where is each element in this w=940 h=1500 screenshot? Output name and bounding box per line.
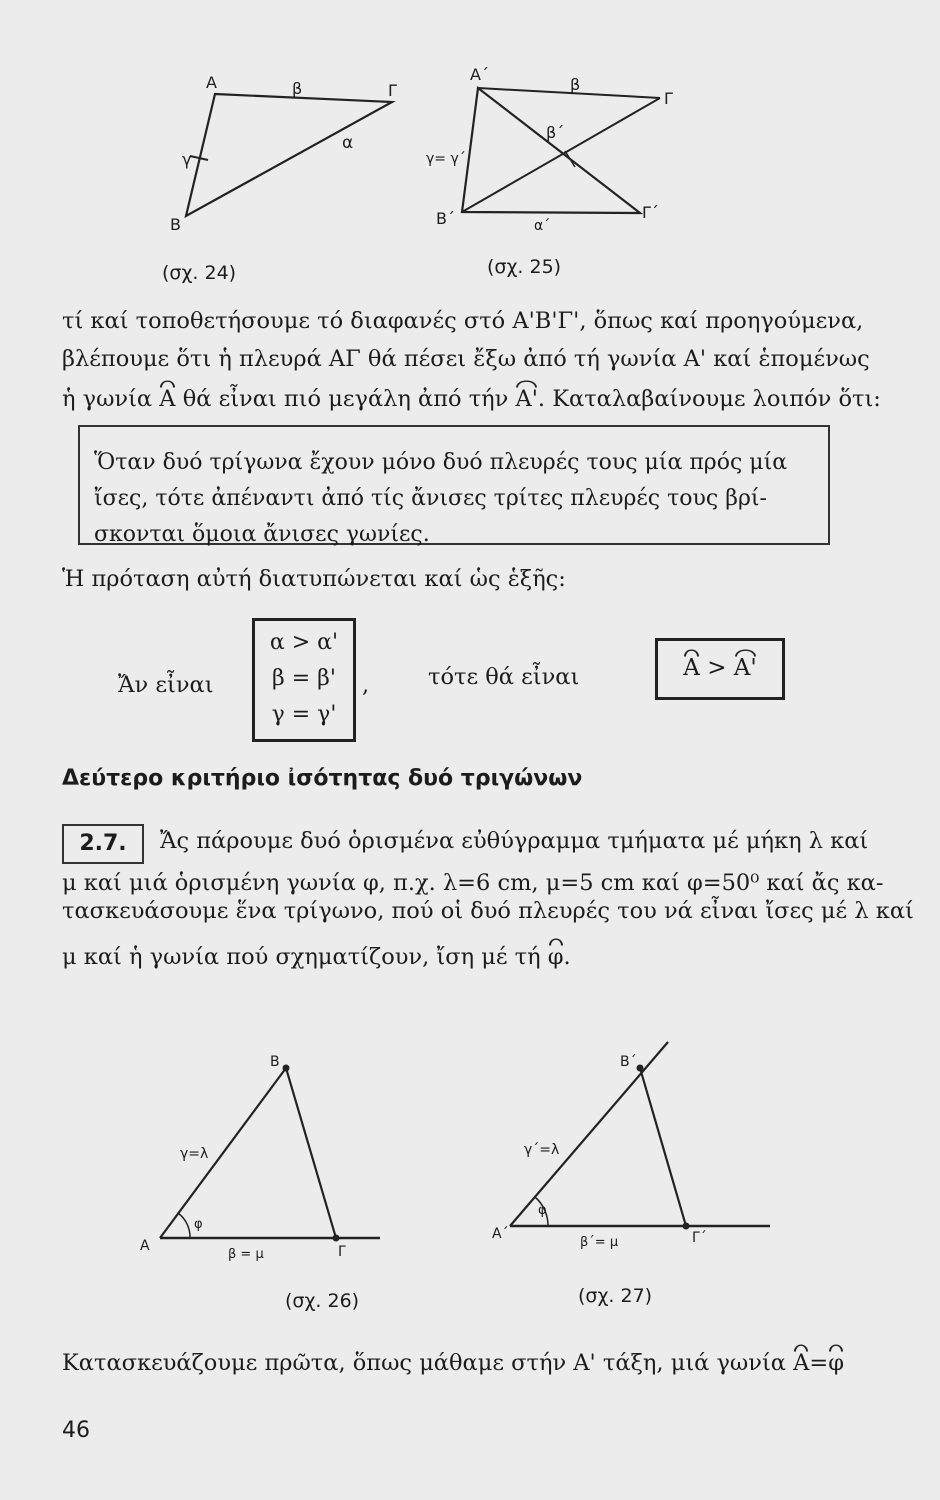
angle-A: Α [683,655,700,681]
theorem-line: ἴσες, τότε ἀπέναντι ἀπό τίς ἄνισες τρίτες πλευρές τους βρί- [94,486,767,511]
caption-fig27: (σχ. 27) [578,1285,653,1307]
text-fragment: ἡ γωνία [62,386,153,412]
label-B1: B´ [620,1054,637,1070]
label-gamma-lambda: γ=λ [180,1146,209,1162]
text-fragment: μ καί ἡ γωνία πού σχηματίζουν, ἴση μέ τή [62,944,541,970]
label-alpha1: α´ [534,218,551,234]
angle-phi: φ [547,944,564,970]
label-alpha: α [342,133,354,153]
side-ab [160,1068,286,1238]
label-phi: φ [194,1217,203,1232]
angle-phi: φ [828,1350,845,1376]
angle-A1: Α' [733,655,757,681]
label-gamma-lambda: γ´=λ [524,1142,560,1158]
formula-then-label: τότε θά εἶναι [428,664,580,690]
side-ag [478,88,660,98]
condition-1: α > α' [269,630,339,655]
operator: > [707,655,727,681]
point-G1 [683,1223,690,1230]
caption-fig24: (σχ. 24) [162,262,237,284]
caption-fig26: (σχ. 26) [285,1290,360,1312]
section-number: 2.7. [62,824,144,864]
paragraph-line: τί καί τοποθετήσουμε τό διαφανές στό Α'Β'Γ', ὅπως καί προηγούμενα, [62,308,864,334]
figure-27 [490,1040,780,1260]
label-beta: β [570,75,581,94]
condition-3: γ = γ' [271,702,337,727]
section-line: μ καί μιά ὁρισμένη γωνία φ, π.χ. λ=6 cm, μ=5 cm καί φ=50⁰ καί ἄς κα- [62,870,884,896]
angle-A: Α [793,1350,810,1376]
point-B [283,1065,290,1072]
section-line: τασκευάσουμε ἕνα τρίγωνο, πού οἱ δυό πλευρές του νά εἶναι ἴσες μέ λ καί [62,898,914,924]
triangle-abg [186,94,392,216]
text-fragment: Κατασκευάζουμε πρῶτα, ὅπως μάθαμε στήν Α' τάξη, μιά γωνία [62,1350,786,1376]
label-A1: A´ [492,1226,509,1242]
condition-2: β = β' [272,666,336,691]
text-fragment: . Καταλαβαίνουμε λοιπόν ὅτι: [537,386,881,412]
label-A: A [206,73,217,92]
side-bg [640,1068,686,1226]
theorem-line: σκονται ὅμοια ἄνισες γωνίες. [94,522,430,547]
point-G [333,1235,340,1242]
figure-25 [420,66,680,236]
tick-mark [565,151,575,167]
formulation-intro: Ἡ πρόταση αὐτή διατυπώνεται καί ὡς ἑξῆς: [62,566,566,592]
formula-if-label: Ἄν εἶναι [118,672,214,698]
text-fragment: θά εἶναι πιό μεγάλη ἀπό τήν [182,386,509,412]
label-gamma-eq: γ= γ´ [426,151,466,167]
label-beta-mu: β = μ [228,1247,264,1262]
caption-fig25: (σχ. 25) [487,256,562,278]
figure-24 [160,70,410,240]
label-gamma: γ [182,150,192,169]
label-beta-mu: β´= μ [580,1235,619,1250]
figure-26 [130,1050,420,1270]
label-G1: Γ´ [692,1230,707,1246]
label-G: Γ [388,81,397,100]
paragraph-line-angles [62,386,881,412]
conditions-box [252,618,356,742]
page-number: 46 [62,1418,90,1443]
paragraph-line: βλέπουμε ὅτι ἡ πλευρά ΑΓ θά πέσει ἔξω ἀπό τή γωνία Α' καί ἑπομένως [62,346,870,372]
label-phi: φ [538,1203,547,1218]
angle-A1: Α' [515,386,538,412]
section-heading: Δεύτερο κριτήριο ἰσότητας δυό τριγώνων [62,766,583,791]
theorem-line: Ὅταν δυό τρίγωνα ἔχουν μόνο δυό πλευρές τους μία πρός μία [94,450,788,475]
label-beta: β [292,79,303,98]
label-A1: A´ [470,65,489,84]
ray-side [510,1042,668,1226]
point-B1 [637,1065,644,1072]
theorem-box [78,425,830,545]
label-B: B [170,215,181,234]
equals: = [809,1350,829,1376]
final-line [62,1350,892,1376]
label-G: Γ [338,1244,346,1260]
conclusion-box [655,638,785,700]
label-beta1: β´ [546,123,565,142]
section-line [62,944,872,970]
formula-comma: , [362,672,370,698]
side-bg [286,1068,336,1238]
label-A: A [140,1238,150,1254]
section-line: Ἄς πάρουμε δυό ὁρισμένα εὐθύγραμμα τμήματα μέ μήκη λ καί [160,828,869,854]
label-B1: B´ [436,209,455,228]
label-G1: Γ´ [642,203,659,222]
side-bg [462,98,660,212]
angle-A: Α [159,386,176,412]
angle-arc [178,1213,190,1238]
text-fragment: . [563,944,571,970]
label-G: Γ [664,89,673,108]
triangle-a1b1g1 [462,88,640,213]
label-B: B [270,1054,280,1070]
